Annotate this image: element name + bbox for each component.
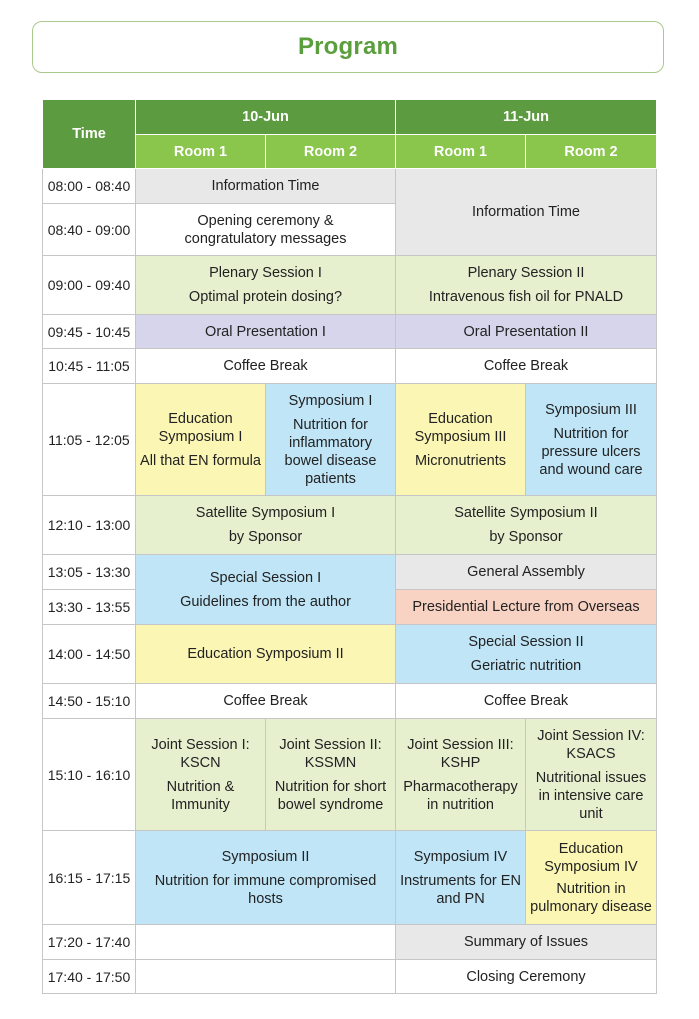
session-cell: Coffee Break (136, 349, 396, 384)
session-cell: Coffee Break (396, 349, 657, 384)
session-line: Nutrition in (556, 880, 626, 897)
session-line: Optimal protein dosing? (188, 289, 343, 305)
session-line: in nutrition (427, 796, 494, 813)
session-cell (266, 384, 396, 496)
session-line: Intravenous fish oil for PNALD (428, 289, 624, 305)
time-cell: 11:05 - 12:05 (43, 384, 136, 496)
time-cell: 14:00 - 14:50 (43, 625, 136, 684)
day1-room1-header: Room 1 (136, 135, 266, 169)
session-line: Education (558, 840, 624, 857)
time-cell: 14:50 - 15:10 (43, 684, 136, 719)
session-cell (396, 256, 657, 315)
session-line: Symposium III (545, 401, 637, 418)
session-line: and PN (436, 890, 485, 907)
session-cell: Oral Presentation II (396, 315, 657, 349)
session-line: Nutrition & (166, 778, 235, 795)
session-line: and wound care (539, 461, 643, 478)
session-line: patients (305, 470, 356, 487)
session-cell (396, 384, 526, 496)
session-cell: Coffee Break (396, 684, 657, 719)
session-line: bowel syndrome (277, 796, 384, 813)
day2-header: 11-Jun (396, 100, 657, 135)
session-line: Nutrition for short (274, 778, 387, 795)
session-cell (136, 204, 396, 256)
session-line: Symposium II (221, 848, 310, 865)
session-line: Joint Session IV: (537, 727, 645, 744)
session-line: KSSMN (304, 754, 357, 771)
session-line: in intensive care (538, 787, 644, 804)
time-cell: 10:45 - 11:05 (43, 349, 136, 384)
session-cell: Coffee Break (136, 684, 396, 719)
session-line: Joint Session III: (407, 736, 514, 753)
program-table (42, 99, 657, 994)
session-line: Symposium I (158, 428, 243, 445)
session-cell (136, 384, 266, 496)
day1-header: 10-Jun (136, 100, 396, 135)
session-cell: Closing Ceremony (396, 960, 657, 994)
session-cell: Summary of Issues (396, 925, 657, 960)
time-cell: 09:45 - 10:45 (43, 315, 136, 349)
session-line: Plenary Session II (467, 265, 585, 281)
program-title-box (32, 21, 664, 73)
session-cell (136, 555, 396, 625)
day2-room2-header: Room 2 (526, 135, 657, 169)
session-cell: Information Time (396, 169, 657, 256)
time-cell: 12:10 - 13:00 (43, 496, 136, 555)
session-line: Joint Session II: (279, 736, 382, 753)
session-cell (266, 719, 396, 831)
session-line: Symposium IV (544, 858, 638, 875)
time-cell: 15:10 - 16:10 (43, 719, 136, 831)
session-line: congratulatory messages (184, 230, 347, 247)
session-line: Education (168, 410, 233, 427)
time-cell: 17:40 - 17:50 (43, 960, 136, 994)
session-line: Nutritional issues (535, 769, 647, 786)
session-line: Satellite Symposium II (454, 505, 598, 521)
session-line: by Sponsor (228, 529, 303, 545)
time-cell: 17:20 - 17:40 (43, 925, 136, 960)
session-line: Special Session I (209, 569, 322, 586)
session-cell (136, 719, 266, 831)
time-cell: 16:15 - 17:15 (43, 831, 136, 925)
session-line: Nutrition for (553, 425, 629, 442)
session-line: Nutrition for immune compromised (154, 872, 377, 889)
session-line: Education (428, 410, 493, 427)
session-cell: Information Time (136, 169, 396, 204)
day2-room1-header: Room 1 (396, 135, 526, 169)
time-cell: 08:00 - 08:40 (43, 169, 136, 204)
session-line: Joint Session I: (151, 736, 250, 753)
session-cell (396, 496, 657, 555)
session-cell (396, 719, 526, 831)
empty-cell (136, 960, 396, 994)
time-cell: 09:00 - 09:40 (43, 256, 136, 315)
session-line: Plenary Session I (209, 265, 322, 281)
session-line: Symposium III (414, 428, 507, 445)
session-cell (526, 719, 657, 831)
session-cell (526, 384, 657, 496)
session-line: All that EN formula (140, 452, 261, 469)
session-line: hosts (248, 890, 283, 907)
session-line: Guidelines from the author (180, 593, 351, 610)
session-cell (526, 831, 657, 925)
session-line: Nutrition for (293, 416, 368, 433)
session-cell (136, 496, 396, 555)
session-cell: General Assembly (396, 555, 657, 590)
session-cell (396, 831, 526, 925)
time-header: Time (43, 100, 136, 169)
time-cell: 13:05 - 13:30 (43, 555, 136, 590)
session-line: KSCN (180, 754, 221, 771)
session-line: Symposium IV (413, 848, 508, 865)
session-line: Immunity (171, 796, 230, 813)
session-line: Opening ceremony & (197, 212, 334, 229)
session-line: inflammatory (289, 434, 372, 451)
session-line: Satellite Symposium I (195, 505, 336, 521)
session-cell (136, 256, 396, 315)
time-cell: 08:40 - 09:00 (43, 204, 136, 256)
session-cell: Education Symposium II (136, 625, 396, 684)
empty-cell (136, 925, 396, 960)
day1-room2-header: Room 2 (266, 135, 396, 169)
session-cell (136, 831, 396, 925)
session-line: unit (579, 805, 603, 822)
session-line: Instruments for EN (400, 872, 521, 889)
session-line: Pharmacotherapy (403, 778, 518, 795)
page-title: Program (297, 33, 399, 60)
session-line: Special Session II (468, 634, 584, 650)
session-line: bowel disease (284, 452, 377, 469)
session-line: pressure ulcers (541, 443, 641, 460)
session-line: KSHP (440, 754, 481, 771)
session-line: KSACS (566, 745, 616, 762)
session-line: pulmonary disease (530, 898, 652, 915)
session-line: Symposium I (288, 392, 373, 409)
session-cell: Presidential Lecture from Overseas (396, 590, 657, 625)
session-line: Geriatric nutrition (470, 658, 582, 674)
session-line: Micronutrients (414, 452, 507, 469)
time-cell: 13:30 - 13:55 (43, 590, 136, 625)
session-line: by Sponsor (489, 529, 563, 545)
session-cell (396, 625, 657, 684)
session-cell: Oral Presentation I (136, 315, 396, 349)
